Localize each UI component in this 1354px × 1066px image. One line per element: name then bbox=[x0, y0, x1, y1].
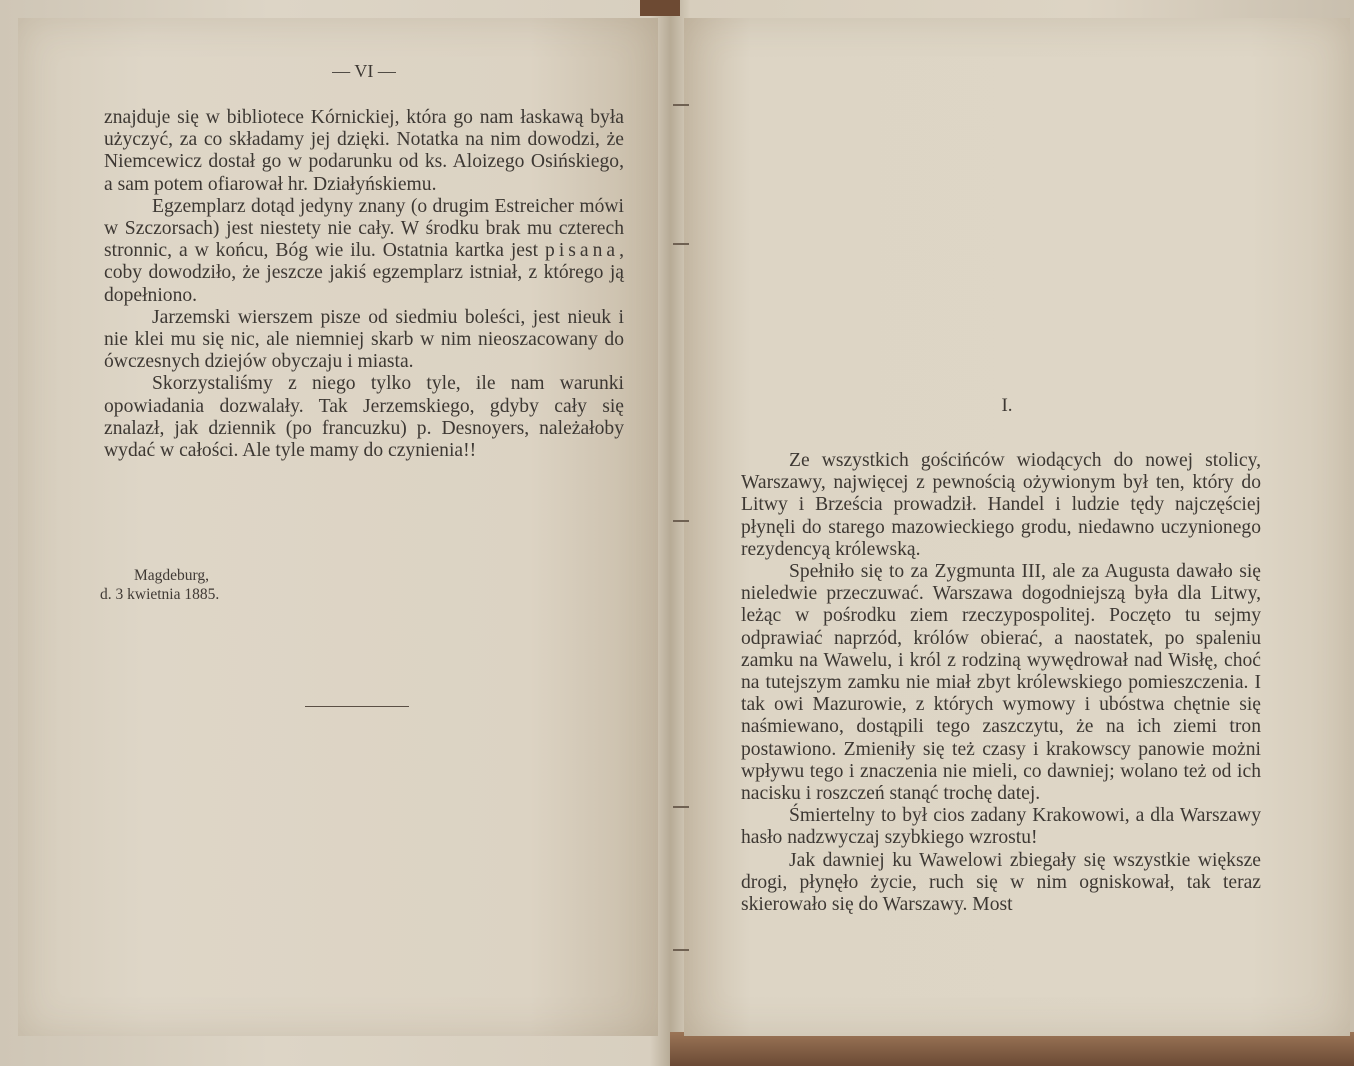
paragraph: Jak dawniej ku Wawelowi zbiegały się wszystkie większe drogi, płynęło życie, ruch się w nim ogniskował, tak teraz skierowało się do Warszawy. Most bbox=[741, 849, 1261, 916]
paragraph bbox=[104, 196, 624, 307]
spaced-emphasis: pisana bbox=[545, 240, 620, 262]
chapter-heading: I. bbox=[1001, 395, 1013, 416]
paragraph: znajduje się w bibliotece Kórnickiej, która go nam łaskawą była użyczyć, za co składamy jej dzięki. Notatka na nim dowodzi, że Niemcewicz dostał go w podarunku od ks. Aloizego Osińskiego, a sam potem ofiarował hr. Działyńskiemu. bbox=[104, 107, 624, 195]
gutter-stitch bbox=[673, 243, 689, 245]
paragraph-text: Egzemplarz dotąd jedyny znany (o drugim Estreicher mówi w Szczorsach) jest niestety nie cały. W środku brak mu czterech stronnic, a w końcu, Bóg wie ilu. Ostatnia kartka jest bbox=[104, 195, 624, 262]
paragraph: Skorzystaliśmy z niego tylko tyle, ile nam warunki opowiadania dozwalały. Tak Jerzemskiego, gdyby cały się znalazł, jak dziennik (po francuzku) p. Desnoyers, należałoby wydać w całości. Ale tyle mamy do czynienia!! bbox=[104, 373, 624, 462]
gutter-stitch bbox=[673, 104, 689, 106]
book-binding-top bbox=[640, 0, 680, 16]
signature-place: Magdeburg, bbox=[134, 567, 210, 584]
paragraph-text: , coby dowodziło, że jeszcze jakiś egzemplarz istniał, z którego ją dopełniono. bbox=[104, 240, 624, 306]
book-cover-edge bbox=[670, 1032, 1354, 1066]
gutter-stitch bbox=[673, 806, 689, 808]
left-page-text bbox=[104, 107, 624, 462]
gutter-stitch bbox=[673, 520, 689, 522]
signature bbox=[100, 566, 219, 604]
paragraph: Ze wszystkich gościńców wiodących do nowej stolicy, Warszawy, najwięcej z pewnością ożywionym był ten, który do Litwy i Brześcia prowadził. Handel i ludzie tędy najczęściej płynęli do starego mazowieckiego grodu, niedawno uczynionego rezydencyą królewską. bbox=[741, 450, 1261, 560]
section-rule bbox=[305, 706, 409, 707]
paragraph: Jarzemski wierszem pisze od siedmiu boleści, jest nieuk i nie klei mu się nic, ale niemniej skarb w nim nieoszacowany do ówczesnych dziejów obyczaju i miasta. bbox=[104, 306, 624, 373]
gutter-stitch bbox=[673, 949, 689, 951]
right-page-text bbox=[741, 450, 1261, 916]
paragraph: Spełniło się to za Zygmunta III, ale za Augusta dawało się nieledwie przeczuwać. Warszawa dogodniejszą była dla Litwy, leżąc w pośrodku ziem rzeczypospolitej. Poczęto tu sejmy odprawiać naprzód, królów obierać, a naostatek, po spaleniu zamku na Wawelu, i król z rodziną wywędrował nad Wisłę, choć na tutejszym zamku nie miał zbyt królewskiego pomieszczenia. I tak owi Mazurowie, z których wymowy i ubóstwa chętnie się naśmiewano, dostąpili tego zaszczytu, że na ich ziemi tron postawiono. Zmieniły się też czasy i krakowscy panowie możni wpływu tego i znaczenia nie mieli, co dawniej; wolano też od ich nacisku i roszczeń stanąć trochę datej. bbox=[741, 561, 1261, 805]
signature-date: d. 3 kwietnia 1885. bbox=[100, 586, 220, 603]
paragraph: Śmiertelny to był cios zadany Krakowowi, a dla Warszawy hasło nadzwyczaj szybkiego wzrostu! bbox=[741, 805, 1261, 849]
page-header: — VI — bbox=[332, 61, 396, 81]
